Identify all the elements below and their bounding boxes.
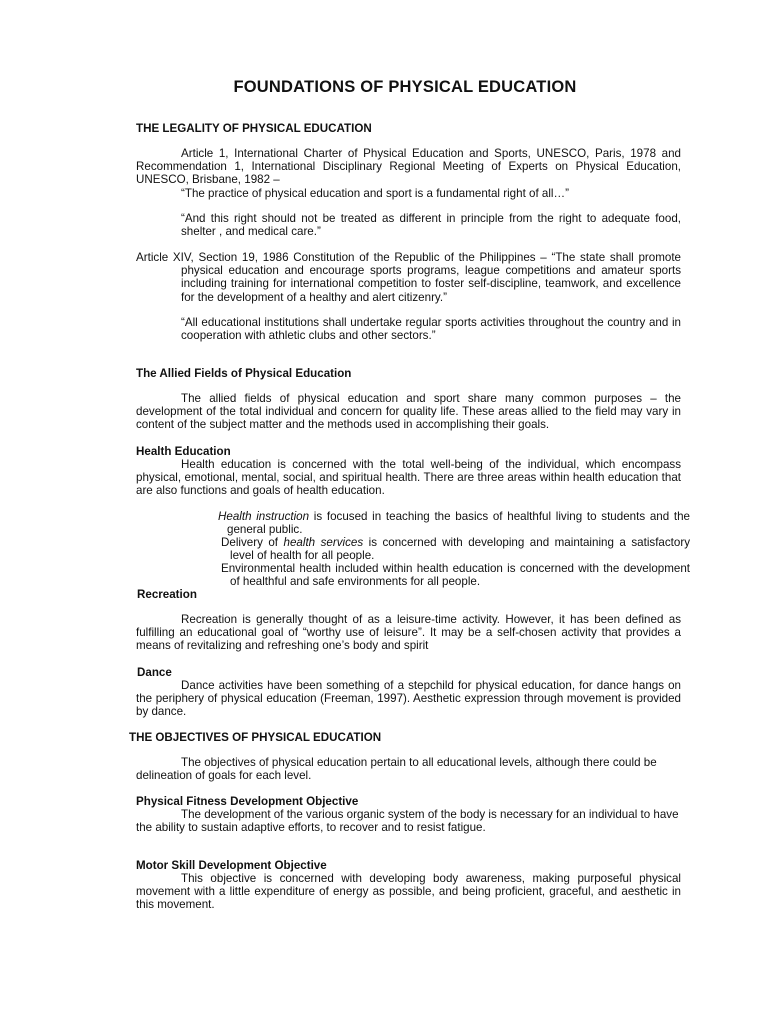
health-list-item-1: Health instruction is focused in teaching the basics of healthful living to students and the general public.: [218, 510, 691, 537]
legality-quote-2: “And this right should not be treated as different in principle from the right to adequate food, shelter , and medical care.”: [181, 212, 681, 239]
motor-skill-objective-heading: Motor Skill Development Objective: [136, 859, 327, 872]
objectives-paragraph: The objectives of physical education pertain to all educational levels, although there could be delineation of goals for each level.: [136, 756, 657, 783]
article-xiv-paragraph: Article XIV, Section 19, 1986 Constitution of the Republic of the Philippines – “The state shall promote physical education and encourage sports programs, league competitions and amateur sports including training for international competition to foster self-discipline, teamwork, and excellence for the development of a healthy and alert citizenry.”: [136, 251, 681, 304]
health-education-paragraph: Health education is concerned with the total well-being of the individual, which encompass physical, emotional, mental, social, and spiritual health. There are three areas within health education that are also functions and goals of health education.: [136, 458, 681, 498]
objectives-heading: THE OBJECTIVES OF PHYSICAL EDUCATION: [129, 731, 382, 744]
health-list-item-3: Environmental health included within health education is concerned with the development of healthful and safe environments for all people.: [221, 562, 690, 589]
legality-quote-3: “All educational institutions shall undertake regular sports activities throughout the country and in cooperation with athletic clubs and other sectors.”: [181, 316, 681, 343]
legality-heading: THE LEGALITY OF PHYSICAL EDUCATION: [136, 122, 372, 135]
recreation-heading: Recreation: [137, 588, 197, 601]
recreation-paragraph: Recreation is generally thought of as a leisure-time activity. However, it has been defined as fulfilling an educational goal of “worthy use of leisure”. It may be a self-chosen activity that provides a means of revitalizing and refreshing one’s body and spirit: [136, 613, 681, 653]
document-title: FOUNDATIONS OF PHYSICAL EDUCATION: [233, 78, 577, 96]
legality-paragraph: Article 1, International Charter of Physical Education and Sports, UNESCO, Paris, 1978 and Recommendation 1, International Disciplinary Regional Meeting of Experts on Physical Education, UNESCO, Brisbane, 1982 –: [136, 147, 681, 187]
health-services-term: health services: [283, 536, 364, 549]
health-instruction-term: Health instruction: [218, 510, 310, 523]
dance-heading: Dance: [137, 666, 172, 679]
health-education-heading: Health Education: [136, 445, 231, 458]
allied-fields-heading: The Allied Fields of Physical Education: [136, 367, 352, 380]
dance-paragraph: Dance activities have been something of a stepchild for physical education, for dance hangs on the periphery of physical education (Freeman, 1997). Aesthetic expression through movement is provided by dance.: [136, 679, 681, 719]
allied-fields-paragraph: The allied fields of physical education and sport share many common purposes – the development of the total individual and concern for quality life. These areas allied to the field may vary in content of the subject matter and the methods used in accomplishing their goals.: [136, 392, 681, 432]
legality-quote-1: “The practice of physical education and sport is a fundamental right of all…”: [181, 187, 569, 200]
fitness-objective-paragraph: The development of the various organic system of the body is necessary for an individual to have the ability to sustain adaptive efforts, to recover and to resist fatigue.: [136, 808, 679, 835]
fitness-objective-heading: Physical Fitness Development Objective: [136, 795, 359, 808]
health-list-item-2: Delivery of health services is concerned with developing and maintaining a satisfactory level of health for all people.: [221, 536, 690, 563]
motor-skill-objective-paragraph: This objective is concerned with developing body awareness, making purposeful physical movement with a little expenditure of energy as possible, and being proficient, graceful, and aesthetic in this movement.: [136, 872, 681, 912]
